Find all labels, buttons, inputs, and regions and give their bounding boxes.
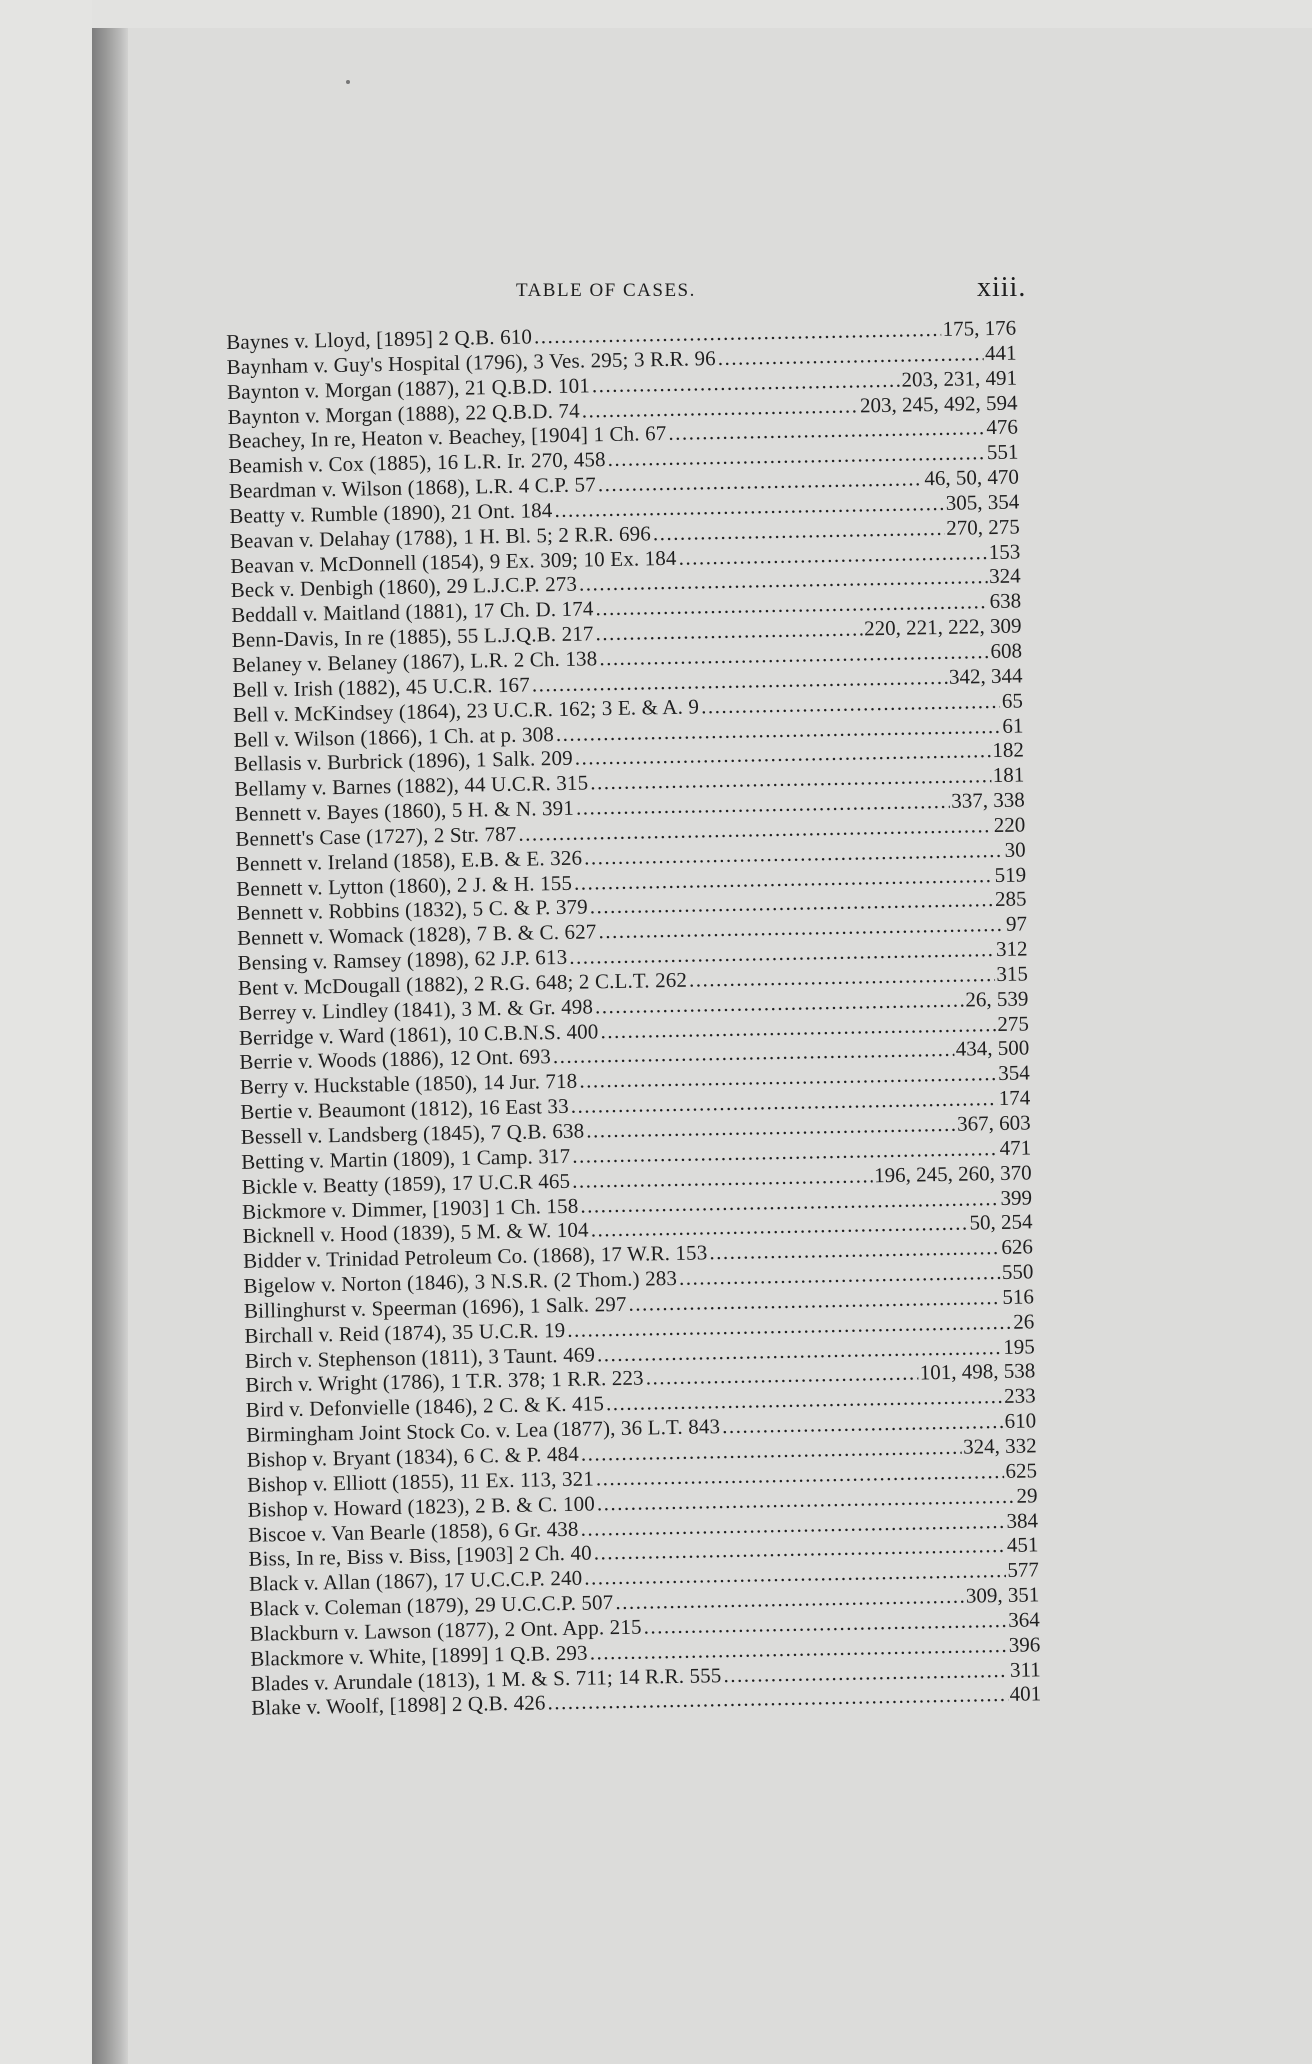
case-citation: Blake v. Woolf, [1898] 2 Q.B. 426 (251, 1690, 546, 1721)
case-citation: Black v. Coleman (1879), 29 U.C.C.P. 507 (249, 1590, 614, 1621)
page-references: 181 (992, 762, 1025, 788)
case-citation: Black v. Allan (1867), 17 U.C.C.P. 240 (248, 1565, 583, 1596)
paper-speck (346, 80, 350, 84)
page-references: 315 (996, 961, 1029, 986)
case-citation: Bell v. Wilson (1866), 1 Ch. at p. 308 (233, 721, 555, 752)
case-citation: Blackburn v. Lawson (1877), 2 Ont. App. 215 (249, 1614, 642, 1646)
page-references: 65 (1001, 688, 1024, 713)
page-references: 30 (1004, 837, 1026, 862)
page-references: 399 (1000, 1184, 1033, 1210)
page-references: 312 (995, 936, 1028, 962)
case-citation: Bishop v. Howard (1823), 2 B. & C. 100 (247, 1491, 596, 1522)
page-references: 396 (1008, 1632, 1041, 1657)
case-citation: Bennett v. Bayes (1860), 5 H. & N. 391 (234, 795, 575, 826)
case-citation: Billinghurst v. Speerman (1696), 1 Salk. 297 (243, 1291, 627, 1323)
case-citation: Beddall v. Maitland (1881), 17 Ch. D. 174 (231, 596, 594, 628)
page-references: 550 (1001, 1259, 1034, 1285)
case-citation: Bessell v. Landsberg (1845), 7 Q.B. 638 (240, 1118, 585, 1149)
case-citation: Blades v. Arundale (1813), 1 M. & S. 711; 14 R.R. 555 (250, 1662, 722, 1696)
case-citation: Berry v. Huckstable (1850), 14 Jur. 718 (239, 1069, 578, 1100)
page-references: 101, 498, 538 (919, 1358, 1036, 1385)
page-references: 26, 539 (965, 986, 1029, 1012)
page-references: 638 (989, 588, 1022, 614)
page-references: 401 (1009, 1681, 1042, 1707)
page-references: 311 (1009, 1656, 1041, 1682)
page-references: 367, 603 (956, 1110, 1031, 1136)
page-number: xiii. (977, 272, 1027, 303)
page-references: 220 (993, 812, 1026, 837)
page-references: 270, 275 (946, 514, 1020, 540)
page-references: 364 (1008, 1607, 1040, 1632)
running-header (128, 272, 1312, 312)
page-references: 384 (1006, 1507, 1039, 1533)
case-citation: Baynham v. Guy's Hospital (1796), 3 Ves. 295; 3 R.R. 96 (226, 345, 717, 379)
case-citation: Bishop v. Bryant (1834), 6 C. & P. 484 (246, 1441, 580, 1472)
case-citation: Bennett v. Womack (1828), 7 B. & C. 627 (236, 919, 597, 951)
page-references: 551 (986, 439, 1019, 465)
page-references: 337, 338 (951, 787, 1025, 813)
table-of-cases-list (226, 316, 1041, 1721)
page-references: 203, 231, 491 (901, 365, 1018, 392)
page-references: 626 (1001, 1234, 1034, 1260)
page-references: 182 (992, 737, 1025, 763)
page-references: 471 (999, 1135, 1032, 1160)
page-references: 625 (1005, 1458, 1038, 1483)
case-citation: Bishop v. Elliott (1855), 11 Ex. 113, 321 (246, 1466, 595, 1497)
page-references: 61 (1002, 712, 1024, 738)
case-citation: Benn-Davis, In re (1885), 55 L.J.Q.B. 217 (231, 621, 594, 653)
case-citation: Bent v. McDougall (1882), 2 R.G. 648; 2 C.L.T. 262 (237, 967, 688, 1000)
page-references: 354 (998, 1060, 1030, 1086)
case-citation: Bell v. Irish (1882), 45 U.C.R. 167 (232, 672, 531, 702)
case-citation: Beatty v. Rumble (1890), 21 Ont. 184 (229, 497, 553, 528)
case-citation: Birchall v. Reid (1874), 35 U.C.R. 19 (244, 1317, 566, 1348)
case-citation: Beavan v. Delahay (1788), 1 H. Bl. 5; 2 R.R. 696 (229, 520, 652, 553)
case-citation: Biss, In re, Biss v. Biss, [1903] 2 Ch. 40 (248, 1540, 592, 1572)
page-references: 519 (994, 861, 1027, 887)
page-references: 50, 254 (969, 1209, 1033, 1235)
page-references: 46, 50, 470 (924, 464, 1020, 491)
case-citation: Berrey v. Lindley (1841), 3 M. & Gr. 498 (238, 994, 594, 1025)
case-citation: Bertie v. Beaumont (1812), 16 East 33 (240, 1094, 569, 1125)
page-references: 29 (1016, 1482, 1038, 1508)
page-references: 516 (1002, 1284, 1035, 1309)
page-references: 451 (1006, 1532, 1039, 1558)
page-references: 324 (988, 563, 1021, 589)
page-references: 233 (1003, 1383, 1036, 1409)
case-citation: Bidder v. Trinidad Petroleum Co. (1868), 17 W.R. 153 (242, 1240, 708, 1274)
case-citation: Bird v. Defonvielle (1846), 2 C. & K. 415 (245, 1391, 605, 1423)
page-references: 577 (1007, 1557, 1040, 1583)
case-citation: Bell v. McKindsey (1864), 23 U.C.R. 162; 3 E. & A. 9 (232, 694, 700, 727)
case-citation: Bennett's Case (1727), 2 Str. 787 (235, 821, 517, 851)
case-citation: Betting v. Martin (1809), 1 Camp. 317 (241, 1143, 571, 1174)
case-citation: Birmingham Joint Stock Co. v. Lea (1877), 36 L.T. 843 (246, 1414, 721, 1447)
case-citation: Birch v. Stephenson (1811), 3 Taunt. 469 (244, 1342, 596, 1373)
page-references: 610 (1004, 1408, 1037, 1434)
case-citation: Baynton v. Morgan (1888), 22 Q.B.D. 74 (227, 398, 580, 429)
page-references: 275 (997, 1011, 1030, 1036)
case-citation: Beachey, In re, Heaton v. Beachey, [1904] 1 Ch. 67 (227, 421, 667, 454)
page-references: 26 (1013, 1309, 1035, 1334)
case-citation: Belaney v. Belaney (1867), L.R. 2 Ch. 138 (231, 646, 598, 677)
case-citation: Bigelow v. Norton (1846), 3 N.S.R. (2 Thom.) 283 (243, 1265, 678, 1298)
case-citation: Bennett v. Robbins (1832), 5 C. & P. 379 (236, 894, 589, 926)
case-citation: Bennett v. Lytton (1860), 2 J. & H. 155 (236, 870, 573, 901)
page-references: 195 (1003, 1333, 1035, 1359)
case-citation: Blackmore v. White, [1899] 1 Q.B. 293 (250, 1640, 588, 1671)
case-citation: Biscoe v. Van Bearle (1858), 6 Gr. 438 (247, 1516, 579, 1547)
case-citation: Berridge v. Ward (1861), 10 C.B.N.S. 400 (238, 1018, 599, 1050)
page-references: 203, 245, 492, 594 (859, 390, 1018, 417)
case-citation: Baynton v. Morgan (1887), 21 Q.B.D. 101 (226, 373, 591, 404)
page-title: TABLE OF CASES. (516, 280, 696, 301)
case-citation: Baynes v. Lloyd, [1895] 2 Q.B. 610 (226, 324, 533, 354)
page-references: 97 (1005, 911, 1028, 937)
case-citation: Bicknell v. Hood (1839), 5 M. & W. 104 (242, 1217, 589, 1249)
page-references: 441 (984, 340, 1017, 365)
case-citation: Beavan v. McDonnell (1854), 9 Ex. 309; 10 Ex. 184 (230, 545, 677, 578)
page-references: 220, 221, 222, 309 (863, 613, 1022, 641)
page-references: 434, 500 (955, 1035, 1030, 1062)
page-references: 305, 354 (945, 489, 1020, 515)
blank-facing-page (0, 0, 92, 2064)
page-references: 342, 344 (948, 663, 1023, 689)
page-references: 174 (998, 1085, 1031, 1111)
case-citation: Beamish v. Cox (1885), 16 L.R. Ir. 270, 458 (228, 447, 606, 479)
book-gutter-shadow (92, 28, 128, 2064)
page-references: 196, 245, 260, 370 (873, 1160, 1032, 1187)
page-references: 153 (988, 539, 1021, 564)
case-citation: Berrie v. Woods (1886), 12 Ont. 693 (239, 1044, 552, 1075)
case-citation: Bennett v. Ireland (1858), E.B. & E. 326 (235, 845, 583, 876)
case-citation: Bensing v. Ramsey (1898), 62 J.P. 613 (237, 944, 568, 975)
page-references: 608 (990, 638, 1023, 664)
page-references: 175, 176 (942, 315, 1017, 341)
case-citation: Bellasis v. Burbrick (1896), 1 Salk. 209 (233, 746, 573, 777)
case-citation: Bellamy v. Barnes (1882), 44 U.C.R. 315 (234, 770, 589, 802)
page-references: 476 (986, 414, 1019, 440)
page-references: 285 (994, 886, 1027, 912)
case-citation: Beck v. Denbigh (1860), 29 L.J.C.P. 273 (230, 572, 578, 603)
case-citation: Birch v. Wright (1786), 1 T.R. 378; 1 R.R. 223 (245, 1365, 644, 1398)
page-references: 324, 332 (962, 1433, 1037, 1459)
case-citation: Beardman v. Wilson (1868), L.R. 4 C.P. 57 (228, 472, 597, 504)
case-citation: Bickle v. Beatty (1859), 17 U.C.R 465 (241, 1168, 571, 1199)
page-references: 309, 351 (965, 1582, 1040, 1608)
case-citation: Bickmore v. Dimmer, [1903] 1 Ch. 158 (241, 1193, 579, 1224)
